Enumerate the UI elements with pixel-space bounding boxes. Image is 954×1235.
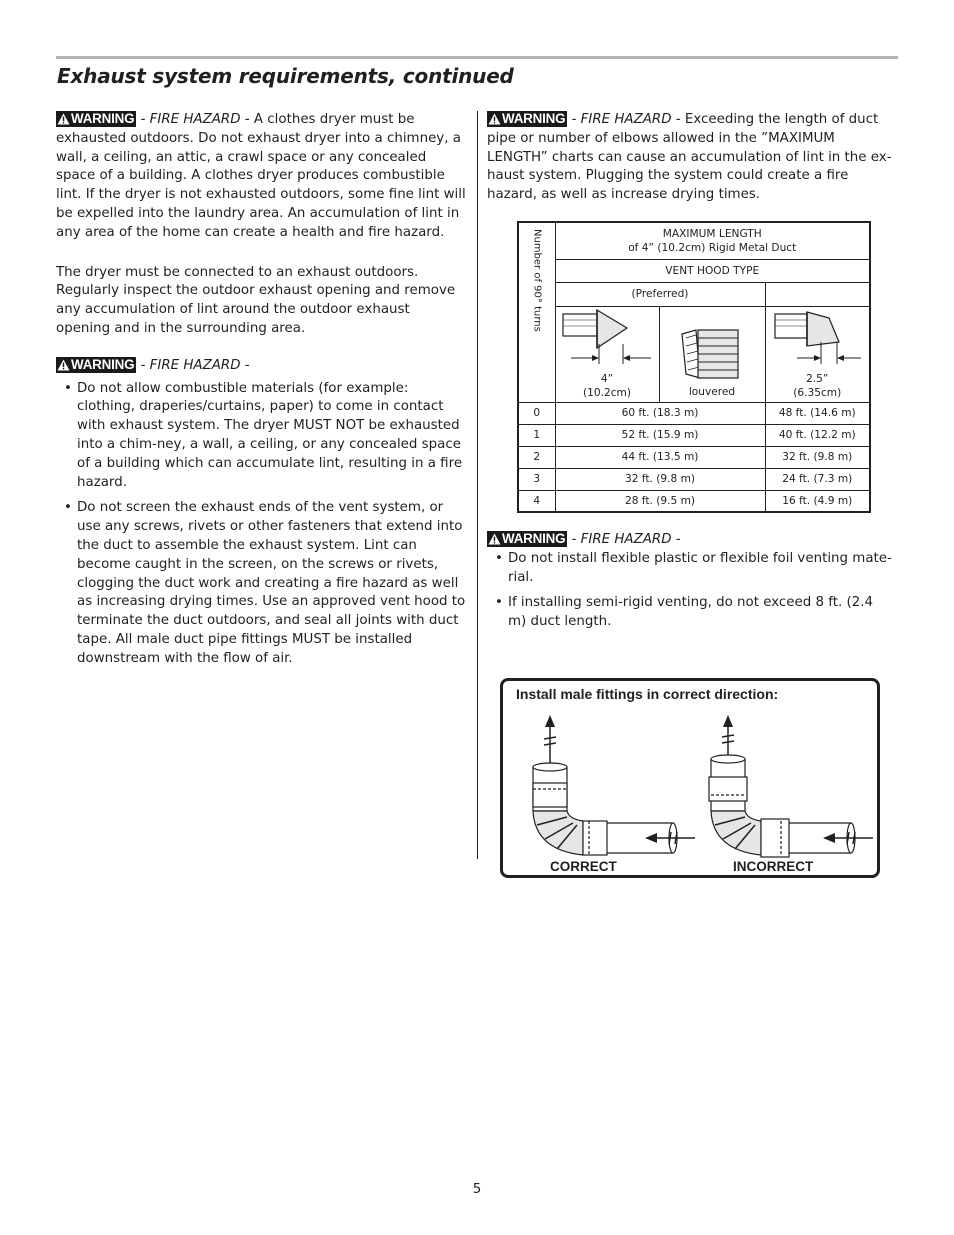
- other-length-cell: 40 ft. (12.2 m): [765, 424, 870, 446]
- preferred-length-cell: 60 ft. (18.3 m): [555, 402, 765, 424]
- list-item: • If installing semi-rigid venting, do not exceed 8 ft. (2.4 m) duct length.: [487, 594, 892, 632]
- warning-badge: [487, 531, 567, 547]
- preferred-length-cell: 28 ft. (9.5 m): [555, 490, 765, 512]
- table-row: [518, 402, 870, 424]
- right-column: [487, 111, 892, 205]
- left-column: [56, 111, 468, 676]
- table-header: [555, 222, 870, 259]
- hood-4in-cell: [555, 306, 659, 402]
- hood-4in-dim-cm: (10.2cm): [583, 386, 631, 399]
- page-title: Exhaust system requirements, continued: [57, 64, 514, 88]
- turns-label: Number of 90° turns: [531, 229, 543, 332]
- bullet-list: [56, 380, 468, 669]
- warning-text: Exceeding the length of duct pipe or number of elbows allowed in the ”MAXIMUM LENGTH” charts can cause an accumulation of lint in the ex-haust system. Plugging the system could create a fire hazard, as well as increase drying times.: [487, 112, 892, 203]
- turns-cell: 3: [518, 468, 555, 490]
- incorrect-duct-illustration: [701, 715, 876, 865]
- male-fittings-figure: [500, 678, 880, 878]
- table-row: [518, 424, 870, 446]
- warning-label: WARNING: [71, 356, 135, 372]
- other-length-cell: 24 ft. (7.3 m): [765, 468, 870, 490]
- warning-badge: [487, 111, 567, 127]
- warning-heading: [487, 531, 892, 550]
- column-divider: [477, 111, 478, 859]
- warning-badge: [56, 357, 136, 373]
- other-length-cell: 16 ft. (4.9 m): [765, 490, 870, 512]
- hazard-label: - FIRE HAZARD -: [571, 532, 681, 547]
- hood-2-5in-dim-cm: (6.35cm): [793, 386, 842, 399]
- turns-header: [518, 222, 555, 402]
- louvered-vent-hood-icon: [672, 324, 752, 386]
- warning-triangle-icon: [57, 359, 70, 371]
- list-item: • Do not allow combustible materials (for example: clothing, draperies/curtains, paper) to come in contact with exhaust system. The dryer MUST NOT be exhausted into a chim-ney, a wall, a ceiling, or any concealed space of a building which can accumulate lint, resulting in a fire hazard.: [56, 380, 468, 493]
- preferred-length-cell: 32 ft. (9.8 m): [555, 468, 765, 490]
- duct-spec-header: of 4” (10.2cm) Rigid Metal Duct: [628, 241, 797, 254]
- vent-hood-2-5in-icon: [767, 308, 867, 372]
- hood-louvered-label: louvered: [688, 385, 736, 398]
- bullet-list: [487, 550, 892, 632]
- other-length-cell: 32 ft. (9.8 m): [765, 446, 870, 468]
- max-length-header: MAXIMUM LENGTH: [662, 227, 762, 240]
- warning-fire-hazard-2: [56, 357, 468, 376]
- hood-2-5in-cell: [765, 306, 870, 402]
- other-length-cell: 48 ft. (14.6 m): [765, 402, 870, 424]
- hazard-label: - FIRE HAZARD -: [140, 112, 250, 127]
- exhaust-paragraph: The dryer must be connected to an exhaust outdoors. Regularly inspect the outdoor exhaust opening and remove any accumulation of lint around the outdoor exhaust opening and in the surrounding area.: [56, 264, 456, 336]
- hood-4in-dim: 4”: [600, 372, 614, 385]
- figure-title: Install male fittings in correct direction:: [516, 686, 779, 702]
- table-row: [518, 468, 870, 490]
- hazard-label: - FIRE HAZARD -: [571, 112, 681, 127]
- warning-triangle-icon: [488, 533, 501, 545]
- turns-cell: 4: [518, 490, 555, 512]
- list-item: • Do not install flexible plastic or flexible foil venting mate-rial.: [487, 550, 892, 588]
- hood-2-5in-dim: 2.5”: [806, 372, 829, 385]
- correct-label: CORRECT: [550, 859, 617, 874]
- preferred-length-cell: 44 ft. (13.5 m): [555, 446, 765, 468]
- warning-fire-hazard-4: [487, 531, 892, 639]
- correct-duct-illustration: [523, 715, 698, 865]
- preferred-length-cell: 52 ft. (15.9 m): [555, 424, 765, 446]
- warning-label: WARNING: [71, 111, 135, 126]
- preferred-header: (Preferred): [555, 282, 765, 306]
- warning-fire-hazard-1: [56, 111, 468, 243]
- turns-cell: 0: [518, 402, 555, 424]
- vent-hood-4in-icon: [557, 308, 657, 372]
- maximum-length-table: [517, 221, 871, 513]
- hood-louvered-cell: [659, 306, 765, 402]
- vent-hood-type-header: VENT HOOD TYPE: [555, 259, 870, 282]
- table-row: [518, 446, 870, 468]
- warning-badge: [56, 111, 136, 127]
- list-item: • Do not screen the exhaust ends of the vent system, or use any screws, rivets or other fasteners that extend into the duct to assemble the exhaust system. Lint can become caught in the screen, on the screws or rivets, clogging the duct work and creating a fire hazard as well as increasing drying times. Use an approved vent hood to terminate the duct outdoors, and seal all joints with duct tape. All male duct pipe fittings MUST be installed downstream with the flow of air.: [56, 499, 468, 668]
- page-number: 5: [472, 1182, 482, 1197]
- other-header: [765, 282, 870, 306]
- warning-triangle-icon: [57, 113, 70, 125]
- top-rule: [56, 56, 898, 59]
- table-row: [518, 490, 870, 512]
- warning-label: WARNING: [502, 111, 566, 126]
- warning-label: WARNING: [502, 531, 566, 546]
- warning-text: A clothes dryer must be exhausted outdoors. Do not exhaust dryer into a chimney, a wall, a ceiling, an attic, a crawl space or any concealed space of a building. A clothes dryer produces combustible lint. If the dryer is not exhausted outdoors, some fine lint will be expelled into the laundry area. An accumulation of lint in any area of the home can create a health and fire hazard.: [56, 112, 466, 240]
- warning-triangle-icon: [488, 113, 501, 125]
- turns-cell: 2: [518, 446, 555, 468]
- warning-fire-hazard-3: [487, 111, 892, 205]
- incorrect-label: INCORRECT: [733, 859, 814, 874]
- turns-cell: 1: [518, 424, 555, 446]
- hazard-label: - FIRE HAZARD -: [140, 357, 250, 373]
